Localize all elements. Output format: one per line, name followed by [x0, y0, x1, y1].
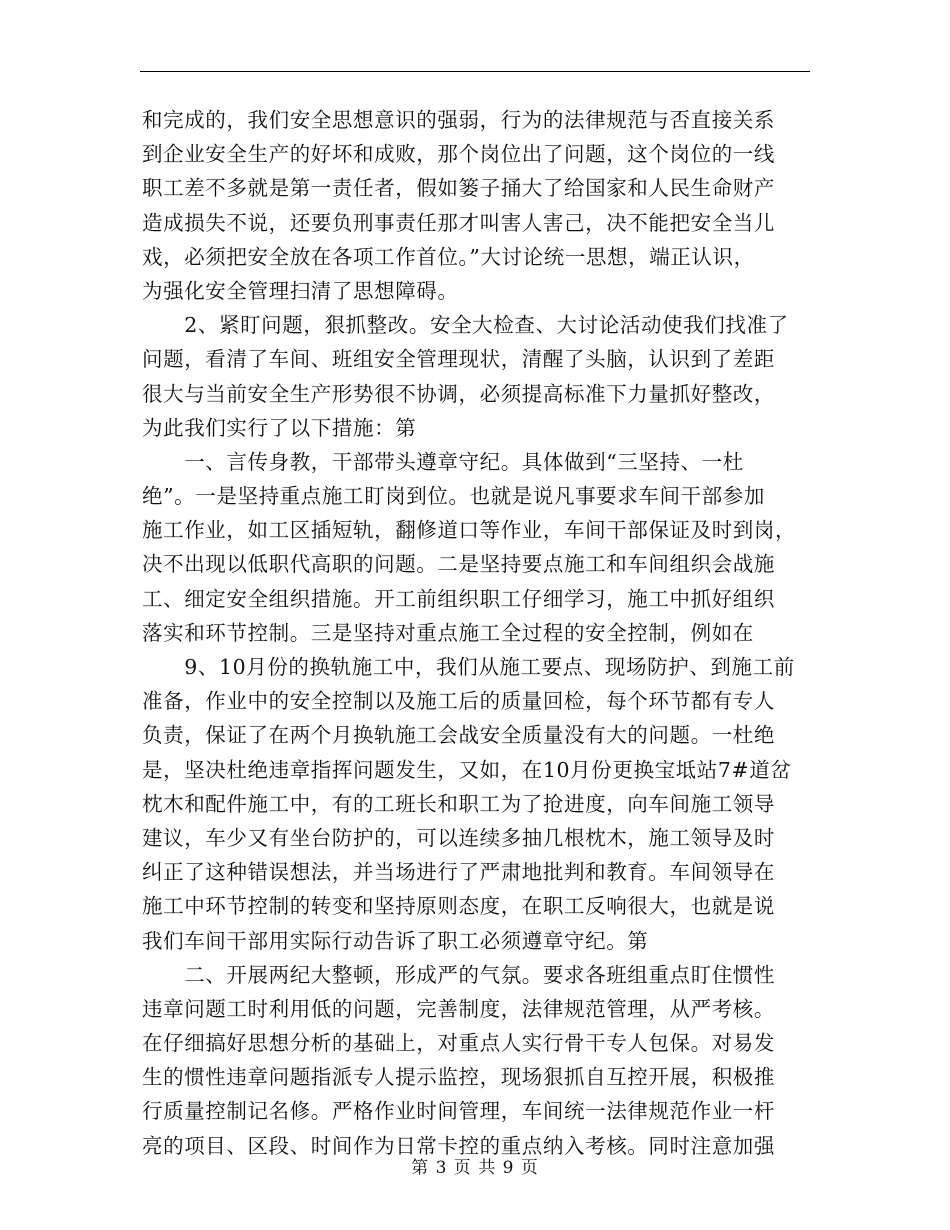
text-line: 很大与当前安全生产形势很不协调，必须提高标准下力量抓好整改，	[142, 381, 775, 406]
text-line: 9、10月份的换轨施工中，我们从施工要点、现场防护、到施工前	[142, 655, 795, 679]
body-text	[142, 103, 814, 1163]
text-line: 为强化安全管理扫清了思想障碍。	[142, 278, 459, 303]
text-line: 造成损失不说，还要负刑事责任那才叫害人害己，决不能把安全当儿	[142, 210, 775, 235]
text-line: 亮的项目、区段、时间作为日常卡控的重点纳入考核。同时注意加强	[142, 1133, 775, 1158]
text-line: 违章问题工时利用低的问题，完善制度，法律规范管理，从严考核。	[142, 996, 775, 1021]
text-line: 问题，看清了车间、班组安全管理现状，清醒了头脑，认识到了差距	[142, 347, 775, 372]
text-line: 是，坚决杜绝违章指挥问题发生，又如，在10月份更换宝坻站7#道岔	[142, 757, 792, 782]
text-line: 施工中环节控制的转变和坚持原则态度，在职工反响很大，也就是说	[142, 894, 775, 919]
text-line: 纠正了这种错误想法，并当场进行了严肃地批判和教育。车间领导在	[142, 860, 775, 885]
text-line: 一、言传身教，干部带头遵章守纪。具体做到“三坚持、一杜	[142, 449, 744, 474]
text-line: 绝”。一是坚持重点施工盯岗到位。也就是说凡事要求车间干部参加	[142, 484, 765, 509]
text-line: 落实和环节控制。三是坚持对重点施工全过程的安全控制，例如在	[142, 620, 754, 645]
text-line: 我们车间干部用实际行动告诉了职工必须遵章守纪。第	[142, 928, 649, 953]
text-line: 2、紧盯问题，狠抓整改。安全大检查、大讨论活动使我们找准了	[142, 313, 789, 338]
text-line: 二、开展两纪大整顿，形成严的气氛。要求各班组重点盯住惯性	[142, 962, 775, 987]
text-line: 施工作业，如工区插短轨，翻修道口等作业，车间干部保证及时到岗，	[142, 518, 797, 543]
text-line: 枕木和配件施工中，有的工班长和职工为了抢进度，向车间施工领导	[142, 791, 775, 816]
text-line: 戏，必须把安全放在各项工作首位。”大讨论统一思想，端正认识，	[142, 244, 755, 269]
text-line: 决不出现以低职代高职的问题。二是坚持要点施工和车间组织会战施	[142, 552, 775, 577]
text-line: 建议，车少又有坐台防护的，可以连续多抽几根枕木，施工领导及时	[142, 825, 775, 850]
text-line: 和完成的，我们安全思想意识的强弱，行为的法律规范与否直接关系	[142, 108, 775, 132]
text-line: 为此我们实行了以下措施：第	[142, 415, 417, 440]
text-line: 职工差不多就是第一责任者，假如篓子捅大了给国家和人民生命财产	[142, 176, 775, 201]
page-number-footer: 第 3 页 共 9 页	[411, 1158, 539, 1178]
text-line: 生的惯性违章问题指派专人提示监控，现场狠抓自互控开展，积极推	[142, 1065, 775, 1090]
text-line: 工、细定安全组织措施。开工前组织职工仔细学习，施工中抓好组织	[142, 586, 775, 611]
text-line: 到企业安全生产的好坏和成败，那个岗位出了问题，这个岗位的一线	[142, 142, 775, 167]
header-rule	[140, 71, 810, 72]
text-line: 行质量控制记名修。严格作业时间管理，车间统一法律规范作业一杆	[142, 1099, 775, 1124]
text-line: 负责，保证了在两个月换轨施工会战安全质量没有大的问题。一杜绝	[142, 723, 775, 748]
text-line: 准备，作业中的安全控制以及施工后的质量回检，每个环节都有专人	[142, 689, 775, 714]
text-line: 在仔细搞好思想分析的基础上，对重点人实行骨干专人包保。对易发	[142, 1031, 775, 1056]
